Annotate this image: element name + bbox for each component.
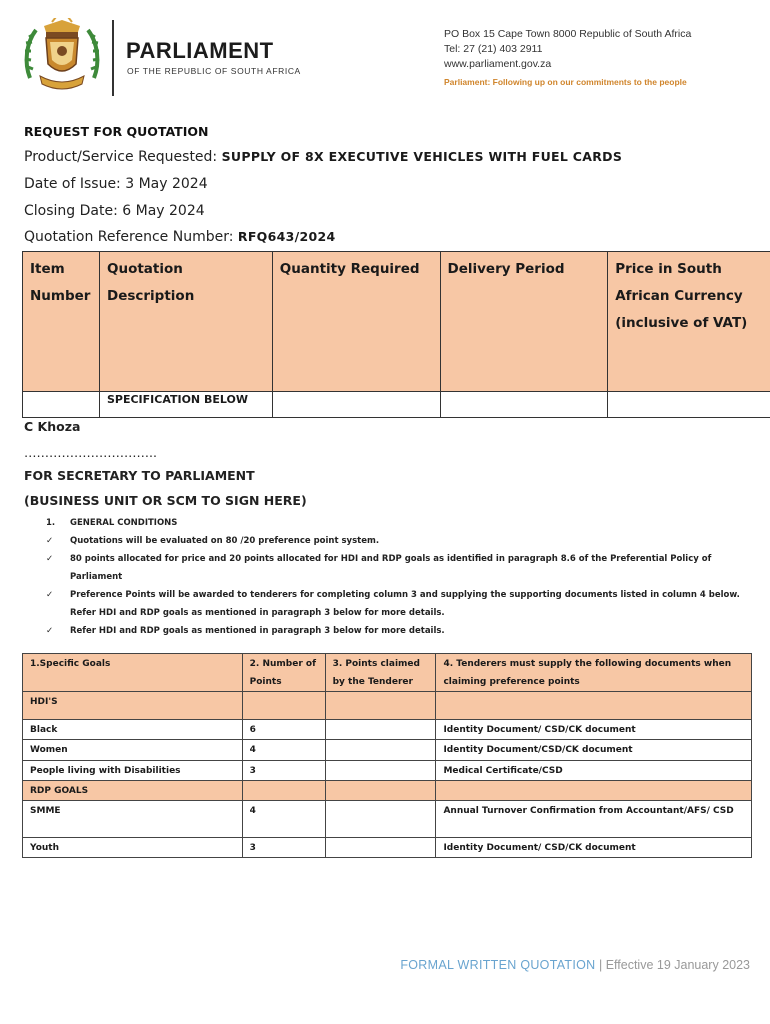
points-cell [242,692,325,720]
product-value: SUPPLY OF 8X EXECUTIVE VEHICLES WITH FUEL CARDS [221,149,623,164]
col-item-number: Item Number [23,252,100,392]
claimed-cell[interactable] [325,720,436,740]
letterhead [0,0,770,110]
contact-block [444,27,691,72]
goals-row [23,838,752,858]
claimed-cell [325,781,436,801]
points-cell [242,781,325,801]
points-cell: 4 [242,801,325,838]
goals-header-row [23,654,752,692]
goal-cell: Women [23,740,243,761]
condition-item [46,532,760,550]
page-footer [400,958,750,972]
product-line [24,149,622,165]
goal-cell: People living with Disabilities [23,761,243,781]
claimed-cell[interactable] [325,838,436,858]
claimed-cell[interactable] [325,801,436,838]
signatory-role: FOR SECRETARY TO PARLIAMENT [24,468,255,483]
footer-separator: | [595,958,606,972]
specific-goals-table [22,653,752,858]
condition-item [46,622,760,640]
goal-cell: Youth [23,838,243,858]
condition-text: Preference Points will be awarded to tenderers for completing column 3 and supplying the supporting documents listed in column 4 below. Refer HDI and RDP goals as mentioned in paragraph 3 below for more details. [70,590,740,618]
goals-section-row [23,781,752,801]
header-divider [112,20,114,96]
reference-value: RFQ643/2024 [237,229,336,244]
claimed-cell [325,692,436,720]
quantity-cell[interactable] [272,392,440,418]
signatory-unit: (BUSINESS UNIT OR SCM TO SIGN HERE) [24,493,307,508]
closing-date: Closing Date: 6 May 2024 [24,203,205,219]
condition-text: Refer HDI and RDP goals as mentioned in paragraph 3 below for more details. [70,626,445,636]
docs-cell: Annual Turnover Confirmation from Accountant/AFS/ CSD [436,801,752,838]
goal-cell: RDP GOALS [23,781,243,801]
section-number: 1. [46,518,56,528]
docs-cell: Identity Document/CSD/CK document [436,740,752,761]
org-title: PARLIAMENT [126,38,274,63]
docs-cell: Identity Document/ CSD/CK document [436,838,752,858]
signatory-name: C Khoza [24,419,81,434]
price-cell[interactable] [608,392,770,418]
goals-row [23,740,752,761]
points-cell: 6 [242,720,325,740]
goals-row [23,720,752,740]
condition-item [46,550,760,586]
tagline: Parliament: Following up on our commitments to the people [444,77,687,87]
parliament-crest-icon [22,18,102,94]
delivery-cell[interactable] [440,392,608,418]
points-cell: 3 [242,761,325,781]
issue-date: Date of Issue: 3 May 2024 [24,176,208,192]
goals-section-row [23,692,752,720]
col-delivery: Delivery Period [440,252,608,392]
telephone: Tel: 27 (21) 403 2911 [444,43,543,55]
col-description: Quotation Description [99,252,272,392]
product-label: Product/Service Requested: [24,149,222,165]
reference-label: Quotation Reference Number: [24,229,238,245]
quotation-header-row [23,252,770,392]
goals-row [23,761,752,781]
goal-cell: HDI'S [23,692,243,720]
points-cell: 4 [242,740,325,761]
conditions-title: GENERAL CONDITIONS [70,518,178,528]
goal-cell: SMME [23,801,243,838]
quotation-row [23,392,770,418]
reference-line [24,229,335,245]
checkmark-icon: ✓ [46,536,54,546]
col-required-documents: 4. Tenderers must supply the following documents when claiming preference points [436,654,752,692]
description-cell: SPECIFICATION BELOW [99,392,272,418]
docs-cell [436,692,752,720]
address: PO Box 15 Cape Town 8000 Republic of South Africa [444,28,692,40]
website-link[interactable]: www.parliament.gov.za [444,58,552,70]
docs-cell: Identity Document/ CSD/CK document [436,720,752,740]
col-points-claimed: 3. Points claimed by the Tenderer [325,654,436,692]
checkmark-icon: ✓ [46,554,54,564]
footer-effective: Effective 19 January 2023 [605,958,750,972]
quotation-table [22,251,770,418]
footer-title: FORMAL WRITTEN QUOTATION [400,958,596,972]
conditions-title-row [46,514,760,532]
condition-text: 80 points allocated for price and 20 points allocated for HDI and RDP goals as identified in paragraph 8.6 of the Preferential Policy of Parliament [70,554,712,582]
checkmark-icon: ✓ [46,590,54,600]
claimed-cell[interactable] [325,740,436,761]
goals-row [23,801,752,838]
condition-item [46,586,760,622]
doc-heading: REQUEST FOR QUOTATION [24,124,209,139]
docs-cell [436,781,752,801]
general-conditions [46,514,760,640]
org-subtitle: OF THE REPUBLIC OF SOUTH AFRICA [127,66,301,76]
goal-cell: Black [23,720,243,740]
signature-line: ………………………….. [24,445,157,460]
col-number-of-points: 2. Number of Points [242,654,325,692]
points-cell: 3 [242,838,325,858]
col-price: Price in South African Currency (inclusive of VAT) [608,252,770,392]
col-quantity: Quantity Required [272,252,440,392]
condition-text: Quotations will be evaluated on 80 /20 preference point system. [70,536,380,546]
col-specific-goals: 1.Specific Goals [23,654,243,692]
docs-cell: Medical Certificate/CSD [436,761,752,781]
checkmark-icon: ✓ [46,626,54,636]
claimed-cell[interactable] [325,761,436,781]
item-number-cell[interactable] [23,392,100,418]
